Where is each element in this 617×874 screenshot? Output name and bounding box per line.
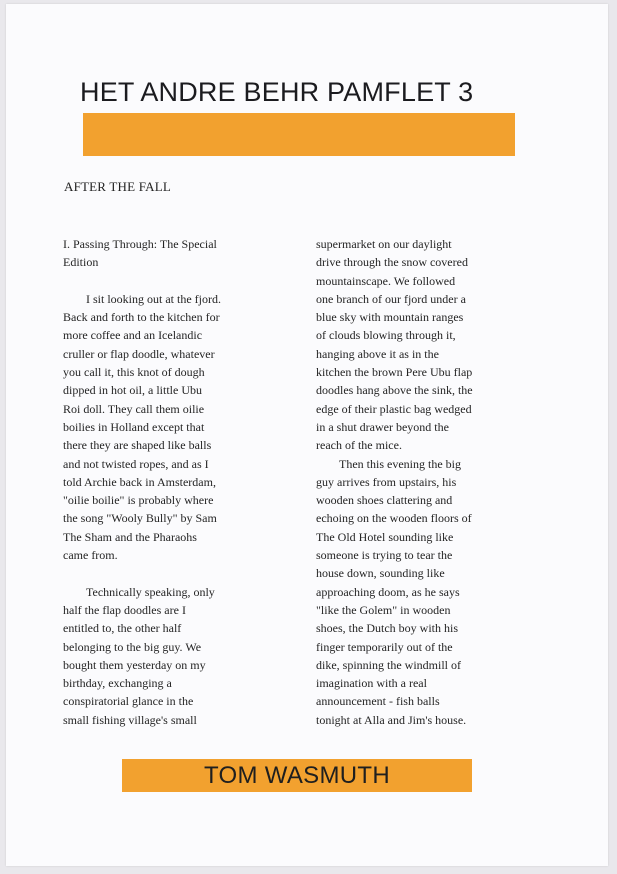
text-line: guy arrives from upstairs, his <box>316 474 457 489</box>
paragraph-gap <box>63 272 288 290</box>
text-line: someone is trying to tear the <box>316 548 453 563</box>
text-line: birthday, exchanging a <box>63 676 172 691</box>
text-line: came from. <box>63 548 118 563</box>
text-line: drive through the snow covered <box>316 255 468 270</box>
text-line: and not twisted ropes, and as I <box>63 456 209 471</box>
text-line: Technically speaking, only <box>86 584 215 599</box>
text-line: reach of the mice. <box>316 438 402 453</box>
text-line: house down, sounding like <box>316 566 445 581</box>
text-line: mountainscape. We followed <box>316 273 456 288</box>
text-line: of clouds blowing through it, <box>316 328 456 343</box>
text-line: small fishing village's small <box>63 712 197 727</box>
text-line: Back and forth to the kitchen for <box>63 310 220 325</box>
text-line: finger temporarily out of the <box>316 639 453 654</box>
text-line: boilies in Holland except that <box>63 419 205 434</box>
text-line: announcement - fish balls <box>316 694 440 709</box>
text-line: The Sham and the Pharaohs <box>63 529 197 544</box>
paragraph <box>316 235 541 455</box>
text-line: told Archie back in Amsterdam, <box>63 474 216 489</box>
right-text-column <box>316 235 541 729</box>
text-line: Roi doll. They call them oilie <box>63 401 205 416</box>
paragraph-gap <box>63 564 288 582</box>
text-line: dike, spinning the windmill of <box>316 657 461 672</box>
text-line: the song "Wooly Bully" by Sam <box>63 511 217 526</box>
text-line: approaching doom, as he says <box>316 584 460 599</box>
text-line: supermarket on our daylight <box>316 237 452 251</box>
text-line: conspiratorial glance in the <box>63 694 194 709</box>
text-line: wooden shoes clattering and <box>316 493 453 508</box>
text-line: half the flap doodles are I <box>63 602 186 617</box>
text-line: edge of their plastic bag wedged <box>316 401 472 416</box>
text-line: in a shut drawer beyond the <box>316 419 449 434</box>
text-line: Edition <box>63 255 99 270</box>
text-line: more coffee and an Icelandic <box>63 328 203 343</box>
pamphlet-title: HET ANDRE BEHR PAMFLET 3 <box>80 77 474 107</box>
text-line: hanging above it as in the <box>316 346 439 361</box>
text-line: dipped in hot oil, a little Ubu <box>63 383 202 398</box>
text-line: cruller or flap doodle, whatever <box>63 346 215 361</box>
author-name: TOM WASMUTH <box>204 762 390 789</box>
paragraph <box>316 455 541 729</box>
text-line: "oilie boilie" is probably where <box>63 493 214 508</box>
text-line: echoing on the wooden floors of <box>316 511 472 526</box>
text-line: I. Passing Through: The Special <box>63 237 217 251</box>
text-line: doodles hang above the sink, the <box>316 383 473 398</box>
text-line: Then this evening the big <box>339 456 461 471</box>
text-line: imagination with a real <box>316 676 427 691</box>
text-line: there they are shaped like balls <box>63 438 212 453</box>
text-line: belonging to the big guy. We <box>63 639 202 654</box>
text-line: you call it, this knot of dough <box>63 365 205 380</box>
paragraph <box>63 290 288 564</box>
text-line: bought them yesterday on my <box>63 657 206 672</box>
text-line: blue sky with mountain ranges <box>316 310 464 325</box>
text-line: kitchen the brown Pere Ubu flap <box>316 365 473 380</box>
paragraph <box>63 583 288 729</box>
text-line: one branch of our fjord under a <box>316 291 466 306</box>
text-line: entitled to, the other half <box>63 621 182 636</box>
text-line: "like the Golem" in wooden <box>316 602 451 617</box>
text-line: shoes, the Dutch boy with his <box>316 621 458 636</box>
text-line: The Old Hotel sounding like <box>316 529 454 544</box>
chapter-heading <box>63 235 288 272</box>
text-line: tonight at Alla and Jim's house. <box>316 712 467 727</box>
section-subtitle: AFTER THE FALL <box>64 179 172 194</box>
left-text-column <box>63 235 288 729</box>
title-accent-bar <box>83 113 515 156</box>
text-line: I sit looking out at the fjord. <box>86 291 221 306</box>
